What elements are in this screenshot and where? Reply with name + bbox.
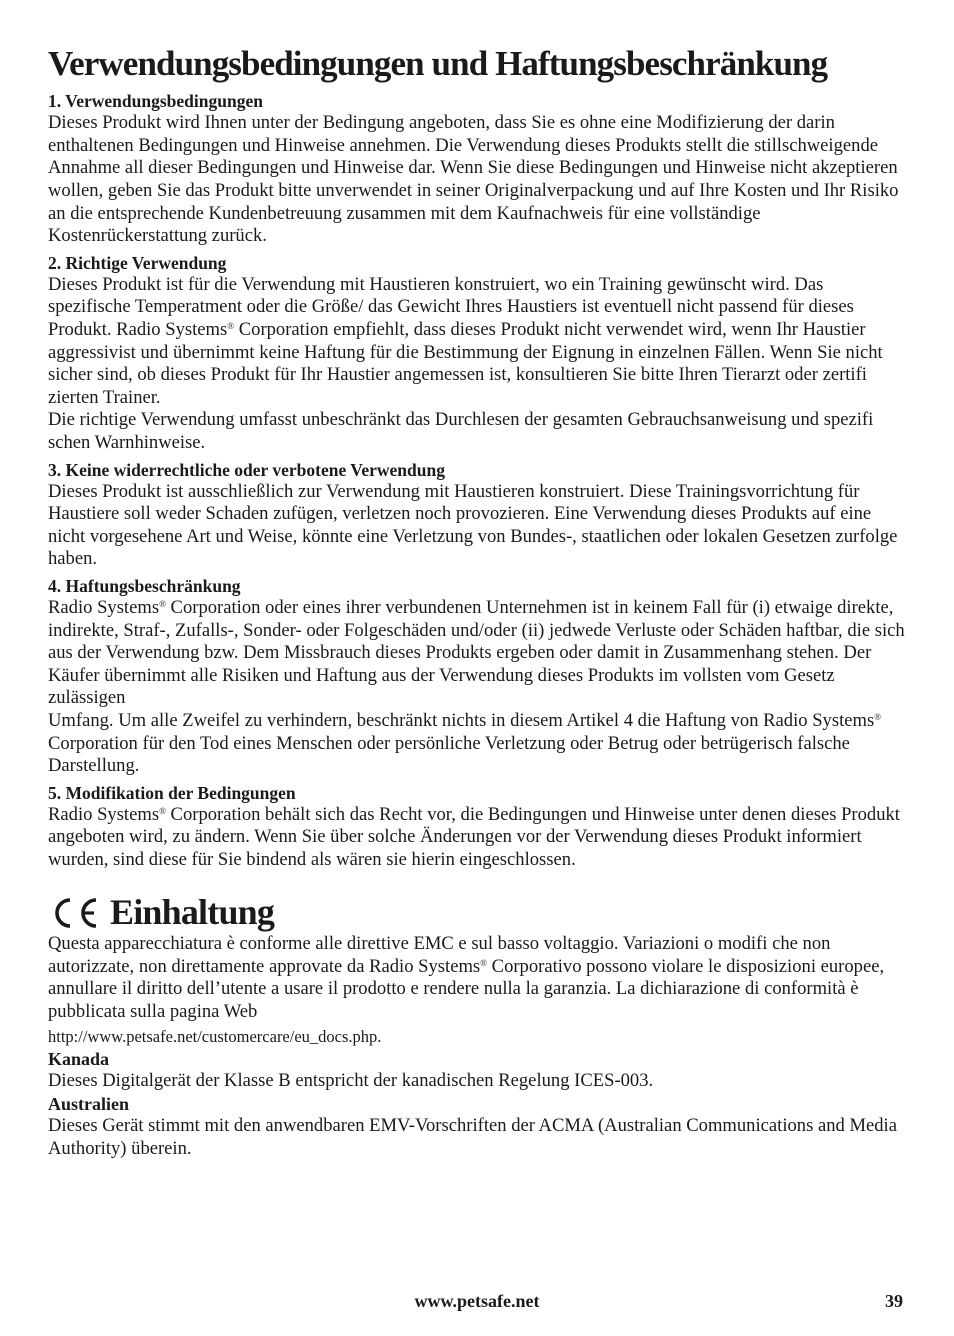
section-text: Umfang. Um alle Zweifel zu verhindern, beschränkt nichts in diesem Artikel 4 die Haftung von Radio Systems® Corporation für den Tod eines Menschen oder persönliche Verletzung oder Betrug oder betrügerisch falsche Darstellung. <box>48 709 882 777</box>
page-number: 39 <box>885 1291 903 1311</box>
section-compliance <box>48 933 910 1160</box>
section-no-unlawful-use <box>48 459 910 571</box>
section-heading: 1. Verwendungsbedingungen <box>48 91 263 112</box>
section-text: Dieses Produkt ist für die Verwendung mit Haustieren konstruiert, wo ein Training gewünscht wird. Das spezifische Temperatment oder die Größe/ das Gewicht Ihres Haustiers ist eventuell nicht passend für dieses Produkt. Radio Systems® Corporation empfiehlt, dass dieses Produkt nicht verwendet wird, wenn Ihr Haustier aggressivist und übernimmt keine Haftung für die Bestimmung der Eignung in einzelnen Fällen. Wenn Sie nicht sicher sind, ob dieses Produkt für Ihr Haustier angemessen ist, konsultieren Sie bitte Ihren Tierarzt oder zertifi zierten Trainer. <box>48 273 883 408</box>
compliance-header <box>48 893 910 933</box>
section-text: Dieses Produkt ist ausschließlich zur Verwendung mit Haustieren konstruiert. Diese Trainingsvorrichtung für Haustiere soll weder Schaden zufügen, verletzen noch provozieren. Eine Verwendung dieses Produkts auf eine nicht vorgesehene Art und Weise, könnte eine Verletzung von Bundes-, staatlichen oder lokalen Gesetzen zurfolge haben. <box>48 480 898 570</box>
kanada-text: Dieses Digitalgerät der Klasse B entspricht der kanadischen Regelung ICES-003. <box>48 1070 654 1092</box>
registered-mark: ® <box>227 321 235 331</box>
section-heading: 2. Richtige Verwendung <box>48 252 227 273</box>
section-text: Radio Systems® Corporation oder eines ihrer verbundenen Unternehmen ist in keinem Fall für (i) etwaige direkte, indirekte, Straf-, Zufalls-, Sonder- oder Folgeschäden und/oder (ii) jedwede Verluste oder Schäden haftbar, die sich aus der Verwendung bzw. Dem Missbrauch dieses Produkts ergeben oder damit in Zusammenhang stehen. Der Käufer übernimmt alle Risiken und Haftung aus der Verwendung dieses Produkts im vollsten vom Gesetz zulässigen <box>48 596 905 709</box>
eu-docs-link[interactable]: http://www.petsafe.net/customercare/eu_docs.php. <box>48 1027 382 1047</box>
registered-mark: ® <box>874 711 882 722</box>
registered-mark: ® <box>159 805 166 816</box>
section-text: Die richtige Verwendung umfasst unbeschränkt das Durchlesen der gesamten Gebrauchsanweisung und spezifi schen Warnhinweise. <box>48 409 874 453</box>
document-page <box>48 44 910 1164</box>
kanada-heading: Kanada <box>48 1049 110 1070</box>
registered-mark: ® <box>480 957 488 968</box>
registered-mark: ® <box>159 598 166 609</box>
page-title: Verwendungsbedingungen und Haftungsbeschränkung <box>48 44 828 83</box>
section-heading: 4. Haftungsbeschränkung <box>48 575 241 596</box>
compliance-text: Questa apparecchiatura è conforme alle direttive EMC e sul basso voltaggio. Variazioni o modifi che non autorizzate, non direttamente approvate da Radio Systems® Corporativo possono violare le disposizioni europee, annullare il diritto dell’utente a usare il prodotto e rendere nulla la garanzia. La dichiarazione di conformità è pubblicata sulla pagina Web <box>48 933 885 1022</box>
footer-website[interactable]: www.petsafe.net <box>414 1291 540 1311</box>
section-terms-of-use <box>48 90 910 248</box>
australien-heading: Australien <box>48 1094 129 1115</box>
section-text: Dieses Produkt wird Ihnen unter der Bedingung angeboten, dass Sie es ohne eine Modifizierung der darin enthaltenen Bedingungen und Hinweise annehmen. Die Verwendung dieses Produkts stellt die stillschweigende Annahme all dieser Bedingungen und Hinweise dar. Wenn Sie diese Bedingungen und Hinweise nicht akzeptieren wollen, geben Sie das Produkt bitte unverwendet in seiner Originalverpackung und auf Ihre Kosten und Ihr Risiko an die entsprechende Kundenbetreuung zusammen mit dem Kaufnachweis für eine vollständige Kostenrückerstattung zurück. <box>48 112 899 247</box>
section-proper-use <box>48 252 910 455</box>
section-heading: 3. Keine widerrechtliche oder verbotene Verwendung <box>48 459 445 480</box>
section-text: Radio Systems® Corporation behält sich das Recht vor, die Bedingungen und Hinweise unter denen dieses Produkt angeboten wird, zu ändern. Wenn Sie über solche Änderungen vor der Verwendung dieses Produkt informiert wurden, sind diese für Sie bindend als wären sie hierin eingeschlossen. <box>48 803 900 870</box>
australien-text: Dieses Gerät stimmt mit den anwendbaren EMV-Vorschriften der ACMA (Australian Communications and Media Authority) überein. <box>48 1115 897 1159</box>
section-heading: 5. Modifikation der Bedingungen <box>48 782 296 803</box>
compliance-title: Einhaltung <box>110 892 275 933</box>
ce-mark-icon <box>48 896 100 930</box>
section-liability <box>48 575 910 778</box>
section-modification <box>48 782 910 872</box>
